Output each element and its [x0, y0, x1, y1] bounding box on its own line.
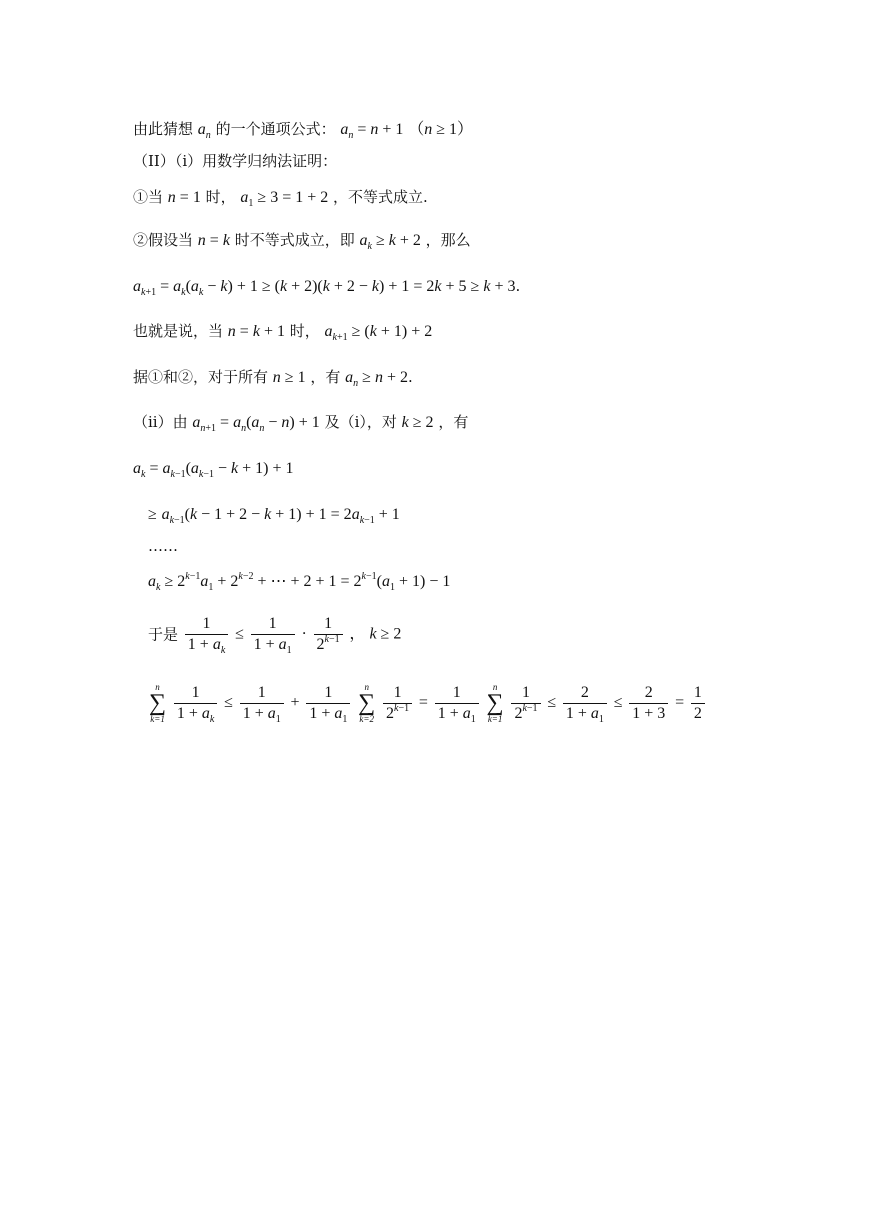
- fraction-1-over-1-plus-ak: $\frac{1}{1 + a_k}$: [185, 614, 228, 655]
- summation-k1: n ∑ k=1: [149, 682, 167, 724]
- line-that-is: [133, 320, 432, 343]
- math-inductive-step: $a_{k+1} = a_k(a_k - k) + 1 \ge (k + 2)(k + 2 - k) + 1 = 2k + 5 \ge k + 3$: [133, 278, 516, 298]
- line-conjecture: [133, 118, 473, 141]
- line-induction-hypothesis: [133, 229, 471, 252]
- fraction-1-over-2-pow: $\frac{1}{2^{k-1}}$: [314, 614, 343, 655]
- math-plus: +: [290, 694, 300, 711]
- math-n-eq-k-plus-1: n = k + 1: [227, 323, 285, 340]
- fraction-first-term: $\frac{1}{1 + a_1}$: [240, 683, 284, 724]
- text-hyp-tail: ，那么: [425, 231, 471, 249]
- line-ak-expand: [133, 457, 294, 480]
- math-n-ge-1: n ≥ 1: [272, 369, 306, 386]
- math-an-ge: $a_n \ge n + 2$: [345, 369, 408, 389]
- text-hyp-mid: 时不等式成立，即: [234, 231, 355, 249]
- fraction-2-over-1-plus-a1: $\frac{2}{1 + a_1}$: [563, 683, 607, 724]
- text-hyp-prefix: ②假设当: [133, 231, 194, 249]
- line-inductive-step: [133, 275, 520, 298]
- math-a1-ineq: $a_1 \ge 3 = 1 + 2$: [240, 189, 329, 209]
- fraction-pow-1: $\frac{1}{2^{k-1}}$: [383, 683, 412, 724]
- math-ak-ineq: $a_k \ge k + 2$: [359, 232, 421, 252]
- text-thatis-mid: 时，: [289, 322, 320, 340]
- math-dot: ·: [301, 625, 307, 643]
- line-part-ii-ii: [133, 411, 468, 434]
- math-le-1: ≤: [224, 694, 233, 711]
- fraction-2-over-4: $\frac{2}{1 + 3}$: [629, 683, 668, 724]
- text-base-mid: 时，: [205, 188, 236, 206]
- math-k-ge-2: k ≥ 2: [401, 414, 434, 431]
- text-thatis-prefix: 也就是说，当: [133, 322, 224, 340]
- text-ii-tail: ，有: [438, 413, 469, 431]
- math-formula-an: $a_n = n + 1$: [340, 121, 404, 141]
- math-ge-sign: ≥: [148, 506, 157, 523]
- math-ak1-ineq: $a_{k+1} \ge (k + 1) + 2$: [324, 323, 433, 343]
- line-ak-geometric: [148, 570, 450, 593]
- math-le-2: ≤: [547, 694, 557, 711]
- line-conclusion: [133, 366, 413, 389]
- math-a-n: $a_n$: [197, 121, 211, 141]
- math-condition: （n ≥ 1）: [408, 121, 474, 138]
- math-ak-bound: $a_{k-1}(k - 1 + 2 - k + 1) + 1 = 2a_{k-1} + 1$: [161, 506, 400, 526]
- text-concl-mid: ，有: [310, 368, 341, 386]
- line-sum-final: [148, 682, 707, 724]
- fraction-one-half: $\frac{1}{2}$: [691, 683, 705, 724]
- summation-k2: n ∑ k=2: [358, 682, 376, 724]
- fraction-coef-2: $\frac{1}{1 + a_1}$: [435, 683, 479, 724]
- math-ak-geometric: $a_k \ge 2^{k-1}a_1 + 2^{k-2}$ + ⋯ + $2 + 1 = 2^{k-1}(a_1 + 1) - 1$: [148, 571, 451, 593]
- fraction-coef-1: $\frac{1}{1 + a_1}$: [306, 683, 350, 724]
- math-ak-expand: $a_k = a_{k-1}(a_{k-1} - k + 1) + 1$: [133, 460, 294, 480]
- text-ii-mid: 及（i），对: [324, 413, 397, 431]
- math-so-cond: ， k ≥ 2: [349, 625, 402, 643]
- line-so: [148, 614, 401, 655]
- text-concl-tail: .: [407, 368, 413, 386]
- summation-k1-b: n ∑ k=1: [486, 682, 504, 724]
- text-base-prefix: ①当: [133, 188, 164, 206]
- line-base-case: [133, 186, 428, 209]
- text-concl-prefix: 据①和②，对于所有: [133, 368, 269, 386]
- math-n-eq-k: n = k: [197, 232, 230, 249]
- math-le: ≤: [235, 625, 244, 643]
- text-conjecture-prefix: 由此猜想: [133, 120, 194, 138]
- fraction-1-over-1-plus-a1: $\frac{1}{1 + a_1}$: [251, 614, 295, 655]
- fraction-sum-term: $\frac{1}{1 + a_k}$: [174, 683, 217, 724]
- line-part-ii-heading: （II）（i）用数学归纳法证明：: [133, 152, 338, 170]
- math-recurrence: $a_{n+1} = a_n(a_n - n) + 1$: [192, 414, 320, 434]
- line-ak-bound: [148, 503, 400, 526]
- line-ellipsis: ……: [148, 537, 178, 555]
- text-step-tail: .: [515, 277, 521, 295]
- text-conjecture-mid: 的一个通项公式：: [215, 120, 336, 138]
- fraction-pow-2: $\frac{1}{2^{k-1}}$: [511, 683, 540, 724]
- text-base-tail: ，不等式成立.: [333, 188, 428, 206]
- math-n-eq-1: n = 1: [167, 189, 201, 206]
- text-ii-prefix: （ii）由: [133, 413, 188, 431]
- math-eq-2: =: [675, 694, 685, 711]
- math-eq-1: =: [418, 694, 428, 711]
- text-so-prefix: 于是: [148, 625, 179, 644]
- math-le-3: ≤: [613, 694, 623, 711]
